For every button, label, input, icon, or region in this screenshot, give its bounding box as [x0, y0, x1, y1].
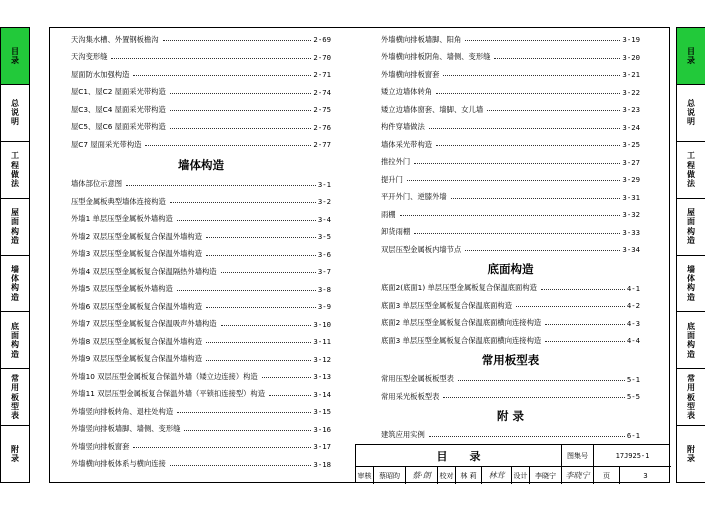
toc-entry-page: 3-1: [317, 179, 331, 189]
side-tab-label: 总 说 明: [11, 99, 19, 127]
toc-entry-page: 3-23: [622, 105, 640, 115]
toc-entry-title: 外墙7 双层压型金属板复合保温吸声外墙构造: [71, 319, 217, 329]
side-tab-label: 工 程 做 法: [687, 151, 695, 188]
toc-entry-page: 3-17: [313, 442, 331, 452]
toc-entry-page: 4-4: [626, 336, 640, 346]
dot-leader: [465, 40, 620, 41]
toc-entry-page: 3-11: [313, 337, 331, 347]
toc-entry[interactable]: [381, 297, 640, 315]
toc-entry[interactable]: [71, 228, 331, 246]
toc-entry-title: 外墙4 双层压型金属板复合保温隔热外墙构造: [71, 266, 217, 276]
dot-leader: [494, 58, 620, 59]
dot-leader: [221, 325, 312, 326]
toc-entry[interactable]: [381, 31, 640, 49]
dot-leader: [458, 380, 625, 381]
toc-entry[interactable]: [381, 315, 640, 333]
dot-leader: [206, 255, 316, 256]
toc-entry[interactable]: [381, 332, 640, 350]
page-number: 3: [643, 471, 648, 480]
toc-entry-page: 2-70: [313, 52, 331, 62]
toc-entry-title: 双层压型金属板内墙节点: [381, 244, 462, 254]
dot-leader: [541, 289, 625, 290]
toc-entry-title: 底面2(底面1) 单层压型金属板复合保温底面构造: [381, 283, 537, 293]
toc-entry[interactable]: [381, 84, 640, 102]
side-tab-label: 屋 面 构 造: [11, 208, 19, 245]
toc-entry-title: 压型金属板典型墙体连接构造: [71, 196, 166, 206]
toc-entry-title: 平开外门、逆膝外墙: [381, 192, 447, 202]
toc-right-column: [381, 31, 640, 444]
toc-entry-page: 3-19: [622, 35, 640, 45]
toc-entry-page: 2-74: [313, 87, 331, 97]
toc-entry-page: 3-20: [622, 52, 640, 62]
dot-leader: [400, 215, 621, 216]
dot-leader: [133, 447, 311, 448]
dot-leader: [429, 128, 621, 129]
toc-entry-title: 外墙竖向排板转角、退柱处构造: [71, 406, 174, 416]
dot-leader: [465, 250, 620, 251]
section-heading-appendix: 附 录: [496, 409, 524, 423]
side-tab-bottom[interactable]: [1, 312, 29, 369]
toc-entry-page: 3-18: [313, 459, 331, 469]
designer-name: 李晓宁: [530, 467, 562, 484]
toc-entry-title: 墙体部位示意图: [71, 179, 123, 189]
dot-leader: [126, 185, 316, 186]
toc-entry-page: 3-32: [622, 210, 640, 220]
toc-entry-page: 3-25: [622, 140, 640, 150]
side-tab-label: 目 录: [687, 46, 695, 65]
title-block: [355, 444, 670, 483]
dot-leader: [443, 397, 624, 398]
toc-entry[interactable]: [71, 49, 331, 67]
side-tab-label: 附 录: [687, 444, 695, 464]
design-label: 设计: [512, 467, 530, 484]
toc-entry-title: 外墙横向排板窗套: [381, 69, 440, 79]
dot-leader: [545, 341, 625, 342]
side-tab-boards[interactable]: [1, 369, 29, 426]
toc-entry-page: 3-6: [317, 249, 331, 259]
dot-leader: [221, 272, 316, 273]
toc-entry-title: 外墙5 双层压型金属板外墙构造: [71, 284, 173, 294]
toc-entry[interactable]: [71, 246, 331, 264]
side-tab-boards[interactable]: [677, 369, 705, 426]
page-label: 页: [594, 467, 620, 484]
toc-entry-page: 3-21: [622, 70, 640, 80]
dot-leader: [487, 110, 620, 111]
toc-entry-page: 2-71: [313, 70, 331, 80]
designer-signature: 李晓宁: [562, 467, 594, 484]
toc-entry-title: 推拉外门: [381, 157, 411, 167]
dot-leader: [177, 290, 316, 291]
side-tab-appendix[interactable]: [1, 426, 29, 482]
toc-entry-page: 3-8: [317, 284, 331, 294]
dot-leader: [262, 377, 312, 378]
dot-leader: [145, 145, 311, 146]
dot-leader: [414, 233, 620, 234]
toc-entry[interactable]: [71, 403, 331, 421]
toc-entry[interactable]: [381, 224, 640, 242]
side-tab-bottom[interactable]: [677, 312, 705, 369]
toc-entry-title: 构件穿墙做法: [381, 122, 425, 132]
side-tab-label: 总 说 明: [687, 99, 695, 127]
toc-entry-page: 4-2: [626, 301, 640, 311]
toc-entry-title: 外墙8 双层压型金属板复合保温外墙构造: [71, 336, 203, 346]
toc-entry-title: 外墙3 双层压型金属板复合保温外墙构造: [71, 249, 203, 259]
checker-signature: 林茸: [482, 467, 512, 484]
toc-entry[interactable]: [381, 119, 640, 137]
side-tab-label: 屋 面 构 造: [687, 208, 695, 245]
side-tab-general[interactable]: [1, 85, 29, 142]
toc-entry-title: 常用采光板板型表: [381, 391, 440, 401]
side-tab-label: 墙 体 构 造: [11, 265, 19, 302]
toc-entry[interactable]: [381, 427, 640, 445]
toc-entry-title: 提升门: [381, 174, 403, 184]
toc-entry[interactable]: [381, 154, 640, 172]
toc-entry-title: 屋C1、屋C2 屋面采光带构造: [71, 87, 166, 97]
toc-entry-page: 3-33: [622, 227, 640, 237]
side-tab-general[interactable]: [677, 85, 705, 142]
atlas-number: 17J925-1: [615, 452, 650, 460]
side-tab-toc[interactable]: [1, 28, 29, 85]
dot-leader: [545, 324, 625, 325]
toc-entry[interactable]: [381, 241, 640, 259]
toc-entry[interactable]: [71, 31, 331, 49]
dot-leader: [206, 237, 316, 238]
toc-entry-page: 3-27: [622, 157, 640, 167]
dot-leader: [269, 395, 311, 396]
toc-entry-page: 6-1: [626, 430, 640, 440]
dot-leader: [429, 436, 625, 437]
dot-leader: [436, 93, 620, 94]
toc-entry[interactable]: [71, 136, 331, 154]
toc-entry-title: 屋面防水加强构造: [71, 69, 130, 79]
toc-entry-title: 外墙9 双层压型金属板复合保温外墙构造: [71, 354, 203, 364]
side-tab-label: 底 面 构 造: [11, 321, 19, 359]
toc-entry-title: 外墙6 双层压型金属板复合保温外墙构造: [71, 301, 203, 311]
toc-entry-page: 2-77: [313, 140, 331, 150]
toc-entry[interactable]: [71, 386, 331, 404]
checker-name: 林 莉: [456, 467, 482, 484]
dot-leader: [206, 360, 311, 361]
toc-entry-title: 常用压型金属板板型表: [381, 374, 454, 384]
dot-leader: [170, 202, 316, 203]
toc-entry[interactable]: [381, 189, 640, 207]
toc-entry-page: 4-1: [626, 283, 640, 293]
toc-entry-page: 3-4: [317, 214, 331, 224]
toc-entry-title: 屋C5、屋C6 屋面采光带构造: [71, 122, 166, 132]
toc-entry-page: 3-15: [313, 407, 331, 417]
section-heading-boards: 常用板型表: [481, 353, 540, 367]
toc-entry[interactable]: [71, 298, 331, 316]
toc-entry[interactable]: [71, 193, 331, 211]
side-tabs-left: [0, 27, 30, 483]
toc-entry-page: 2-69: [313, 35, 331, 45]
toc-entry[interactable]: [71, 66, 331, 84]
side-tab-label: 墙 体 构 造: [687, 265, 695, 302]
side-tab-roof[interactable]: [677, 199, 705, 256]
section-heading-wall: 墙体构造: [178, 157, 224, 172]
check-label: 校对: [438, 467, 456, 484]
toc-entry[interactable]: [71, 101, 331, 119]
side-tab-wall[interactable]: [677, 256, 705, 313]
side-tab-practice[interactable]: [677, 142, 705, 199]
dot-leader: [184, 430, 311, 431]
dot-leader: [451, 198, 621, 199]
toc-entry[interactable]: [71, 316, 331, 334]
toc-entry[interactable]: [71, 351, 331, 369]
toc-entry-title: 外墙横向排板体系与横向连接: [71, 459, 166, 469]
side-tab-appendix[interactable]: [677, 426, 705, 482]
toc-entry-title: 外墙竖向排板墙脚、墙侧、变形缝: [71, 424, 181, 434]
dot-leader: [407, 180, 621, 181]
dot-leader: [170, 93, 312, 94]
dot-leader: [170, 110, 312, 111]
toc-entry-title: 外墙11 双层压型金属板复合保温外墙（平锁扣连接型）构造: [71, 389, 266, 399]
toc-entry-title: 建筑应用实例: [381, 430, 425, 440]
toc-entry[interactable]: [71, 368, 331, 386]
toc-entry-page: 5-5: [626, 392, 640, 402]
dot-leader: [436, 145, 620, 146]
toc-entry-title: 天沟变形缝: [71, 52, 108, 62]
toc-entry-title: 天沟集水槽、外置钢板檐沟: [71, 34, 159, 44]
toc-entry-page: 3-31: [622, 192, 640, 202]
toc-entry[interactable]: [381, 388, 640, 406]
dot-leader: [414, 163, 620, 164]
toc-entry-page: 3-16: [313, 424, 331, 434]
toc-entry-title: 外墙竖向排板窗套: [71, 441, 130, 451]
toc-entry-title: 墙体采光带构造: [381, 139, 433, 149]
toc-entry[interactable]: [71, 211, 331, 229]
toc-entry[interactable]: [381, 136, 640, 154]
dot-leader: [163, 40, 312, 41]
toc-left-column: [71, 31, 331, 473]
toc-entry-page: 3-24: [622, 122, 640, 132]
dot-leader: [170, 465, 312, 466]
atlas-number-label: 图集号: [562, 445, 594, 467]
toc-entry[interactable]: [71, 119, 331, 137]
dot-leader: [133, 75, 311, 76]
side-tab-label: 附 录: [11, 444, 19, 464]
toc-entry-title: 外墙10 双层压型金属板复合保温外墙（矮立边连接）构造: [71, 371, 258, 381]
side-tab-roof[interactable]: [1, 199, 29, 256]
toc-entry-page: 3-22: [622, 87, 640, 97]
title-block-title: 目录: [356, 445, 562, 467]
toc-entry-page: 3-13: [313, 372, 331, 382]
toc-entry-title: 雨棚: [381, 209, 396, 219]
toc-entry-page: 3-12: [313, 354, 331, 364]
toc-entry-title: 卸货雨棚: [381, 227, 411, 237]
toc-entry-page: 3-7: [317, 267, 331, 277]
dot-leader: [170, 128, 312, 129]
dot-leader: [206, 307, 316, 308]
side-tab-toc[interactable]: [677, 28, 705, 85]
reviewer-name: 蔡昭昀: [374, 467, 406, 484]
toc-entry-page: 3-29: [622, 175, 640, 185]
toc-entry[interactable]: [381, 171, 640, 189]
toc-entry[interactable]: [381, 280, 640, 298]
side-tab-label: 工 程 做 法: [11, 151, 19, 188]
toc-entry-title: 矮立边墙体转角: [381, 87, 433, 97]
side-tab-wall[interactable]: [1, 256, 29, 313]
toc-entry-title: 底面2 单层压型金属板复合保温底面横向连接构造: [381, 318, 542, 328]
side-tabs-right: [676, 27, 705, 483]
reviewer-signature: 蔡·朗: [406, 467, 438, 484]
toc-entry-page: 3-34: [622, 245, 640, 255]
dot-leader: [177, 412, 311, 413]
section-heading-bottom: 底面构造: [487, 262, 534, 276]
dot-leader: [177, 220, 316, 221]
toc-entry-page: 3-2: [317, 197, 331, 207]
toc-entry[interactable]: [71, 176, 331, 194]
side-tab-label: 常 用 板 型 表: [687, 374, 695, 420]
side-tab-label: 底 面 构 造: [687, 321, 695, 359]
dot-leader: [111, 58, 311, 59]
toc-entry-page: 2-76: [313, 122, 331, 132]
toc-entry[interactable]: [71, 333, 331, 351]
dot-leader: [206, 342, 311, 343]
toc-entry-page: 4-3: [626, 318, 640, 328]
toc-entry-title: 矮立边墙体窗套、墙脚、女儿墙: [381, 104, 484, 114]
toc-entry[interactable]: [71, 84, 331, 102]
toc-entry[interactable]: [71, 456, 331, 474]
side-tab-label: 目 录: [11, 46, 19, 65]
toc-entry[interactable]: [71, 438, 331, 456]
side-tab-practice[interactable]: [1, 142, 29, 199]
toc-entry[interactable]: [71, 421, 331, 439]
toc-entry-title: 外墙1 单层压型金属板外墙构造: [71, 214, 173, 224]
toc-entry-page: 5-1: [626, 374, 640, 384]
toc-entry-title: 屋C3、屋C4 屋面采光带构造: [71, 104, 166, 114]
toc-entry[interactable]: [381, 101, 640, 119]
toc-entry[interactable]: [381, 371, 640, 389]
toc-entry-title: 外墙横向排板阴角、墙侧、变形缝: [381, 52, 491, 62]
toc-entry-title: 屋C7 屋面采光带构造: [71, 139, 142, 149]
side-tab-label: 常 用 板 型 表: [11, 374, 19, 420]
toc-entry-title: 底面3 单层压型金属板复合保温底面构造: [381, 300, 513, 310]
toc-entry[interactable]: [381, 49, 640, 67]
toc-entry-page: 3-10: [313, 319, 331, 329]
dot-leader: [516, 306, 625, 307]
toc-entry[interactable]: [381, 206, 640, 224]
toc-entry-title: 底面3 单层压型金属板复合保温底面横向连接构造: [381, 335, 542, 345]
toc-entry[interactable]: [71, 281, 331, 299]
toc-entry-title: 外墙横向排板墙脚、阳角: [381, 34, 462, 44]
dot-leader: [443, 75, 620, 76]
toc-entry[interactable]: [381, 66, 640, 84]
toc-entry-title: 外墙2 双层压型金属板复合保温外墙构造: [71, 231, 203, 241]
review-label: 审核: [356, 467, 374, 484]
toc-entry[interactable]: [71, 263, 331, 281]
toc-entry-page: 3-5: [317, 232, 331, 242]
toc-entry-page: 3-14: [313, 389, 331, 399]
toc-entry-page: 3-9: [317, 302, 331, 312]
toc-entry-page: 2-75: [313, 105, 331, 115]
